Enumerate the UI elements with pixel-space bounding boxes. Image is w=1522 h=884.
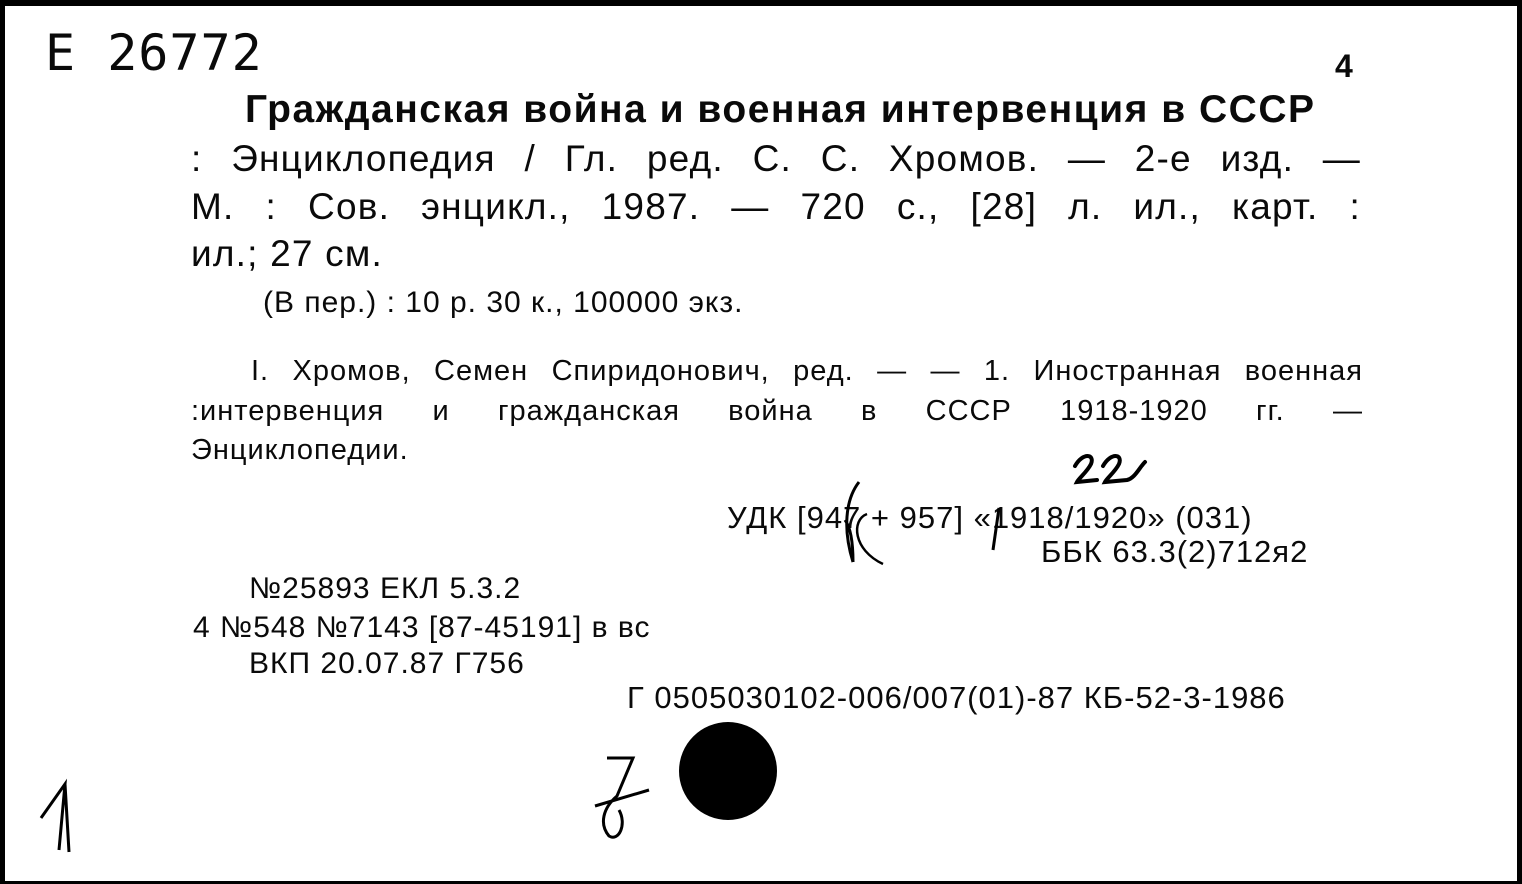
description-line-2: М. : Сов. энцикл., 1987. — 720 с., [28] л. ил., карт. : <box>191 186 1361 227</box>
service-line-4: Г 0505030102-006/007(01)-87 КБ-52-3-1986 <box>627 680 1286 715</box>
service-line-3: ВКП 20.07.87 Г756 <box>249 647 525 680</box>
punched-hole <box>679 722 777 820</box>
description-line-3: ил.; 27 см. <box>191 233 383 274</box>
handwritten-note-22 <box>1073 450 1153 486</box>
service-line-1: №25893 ЕКЛ 5.3.2 <box>249 572 522 605</box>
handwritten-mark-7 <box>589 750 659 846</box>
handwritten-strike <box>823 480 1023 580</box>
bbk-index: ББК 63.3(2)712я2 <box>1041 534 1309 569</box>
service-line-2: 4 №548 №7143 [87-45191] в вс <box>193 611 651 644</box>
book-title: Гражданская война и военная интервенция в СССР <box>245 88 1316 131</box>
price-line: (В пер.) : 10 р. 30 к., 100000 экз. <box>263 286 744 319</box>
tracing-line-2: :интервенция и гражданская война в СССР 1918-1920 гг. — <box>191 395 1363 427</box>
card-number: 4 <box>1335 48 1353 84</box>
tracing-line-1: I. Хромов, Семен Спиридонович, ред. — — 1. Иностранная военная <box>251 355 1363 387</box>
tracing-line-3: Энциклопедии. <box>191 434 409 466</box>
inventory-number: Е 26772 <box>45 24 263 82</box>
description-line-1: : Энциклопедия / Гл. ред. С. С. Хромов. — 2-е изд. — <box>191 138 1361 179</box>
handwritten-mark-1 <box>35 776 85 856</box>
udk-index: УДК [947 + 957] «1918/1920» (031) <box>727 500 1253 535</box>
